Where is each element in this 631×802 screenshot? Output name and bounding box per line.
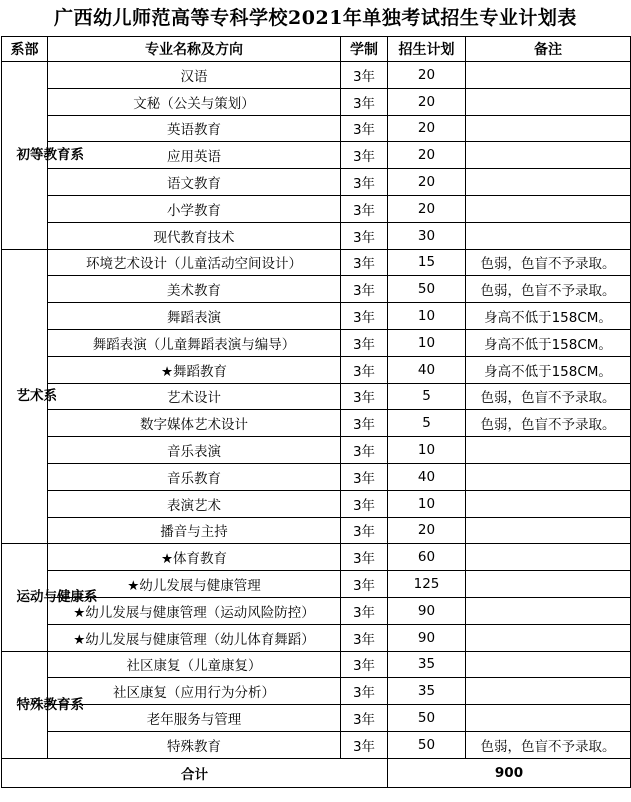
department-cell: [2, 651, 84, 758]
note-cell: [466, 517, 631, 544]
table-row: [2, 437, 631, 464]
table-row: [2, 463, 631, 490]
years-cell: 3年: [341, 276, 388, 303]
note-cell: 色弱，色盲不予录取。: [466, 249, 631, 276]
years-cell: 3年: [341, 624, 388, 651]
total-row: [2, 758, 631, 787]
plan-cell: 10: [388, 490, 466, 517]
plan-cell: 40: [388, 463, 466, 490]
table-row: [2, 249, 631, 276]
note-cell: [466, 222, 631, 249]
major-cell: 老年服务与管理: [48, 705, 341, 732]
note-cell: 色弱，色盲不予录取。: [466, 731, 631, 758]
years-cell: 3年: [341, 303, 388, 330]
major-cell: 艺术设计: [48, 383, 341, 410]
table-row: [2, 383, 631, 410]
note-cell: [466, 624, 631, 651]
note-cell: 色弱，色盲不予录取。: [466, 410, 631, 437]
table-row: [2, 356, 631, 383]
plan-cell: 20: [388, 62, 466, 89]
header-major: 专业名称及方向: [48, 37, 341, 62]
note-cell: 色弱，色盲不予录取。: [466, 383, 631, 410]
major-cell: 表演艺术: [48, 490, 341, 517]
table-row: [2, 329, 631, 356]
department-cell: [2, 249, 57, 544]
header-note: 备注: [466, 37, 631, 62]
note-cell: 身高不低于158CM。: [466, 303, 631, 330]
years-cell: 3年: [341, 195, 388, 222]
years-cell: 3年: [341, 678, 388, 705]
years-cell: 3年: [341, 356, 388, 383]
department-cell: [2, 544, 98, 651]
table-row: [2, 88, 631, 115]
years-cell: 3年: [341, 437, 388, 464]
table-header-row: [2, 37, 631, 62]
plan-cell: 35: [388, 678, 466, 705]
major-cell: 环境艺术设计（儿童活动空间设计）: [48, 249, 341, 276]
table-row: [2, 410, 631, 437]
total-value: 900: [388, 758, 631, 787]
major-cell: 播音与主持: [48, 517, 341, 544]
years-cell: 3年: [341, 142, 388, 169]
plan-cell: 20: [388, 517, 466, 544]
table-row: [2, 651, 631, 678]
plan-cell: 20: [388, 88, 466, 115]
years-cell: 3年: [341, 597, 388, 624]
years-cell: 3年: [341, 517, 388, 544]
note-cell: [466, 88, 631, 115]
table-row: [2, 678, 631, 705]
total-label: 合计: [2, 758, 388, 787]
major-cell: ★幼儿发展与健康管理: [48, 571, 341, 598]
table-row: [2, 115, 631, 142]
table-row: [2, 276, 631, 303]
major-cell: ★舞蹈教育: [48, 356, 341, 383]
major-cell: 现代教育技术: [48, 222, 341, 249]
major-cell: 音乐表演: [48, 437, 341, 464]
table-row: [2, 195, 631, 222]
plan-cell: 125: [388, 571, 466, 598]
note-cell: [466, 62, 631, 89]
years-cell: 3年: [341, 410, 388, 437]
note-cell: 色弱，色盲不予录取。: [466, 276, 631, 303]
plan-cell: 50: [388, 731, 466, 758]
plan-cell: 5: [388, 410, 466, 437]
plan-cell: 5: [388, 383, 466, 410]
table-row: [2, 169, 631, 196]
page-title: 广西幼儿师范高等专科学校2021年单独考试招生专业计划表: [54, 7, 577, 29]
plan-cell: 60: [388, 544, 466, 571]
header-department: 系部: [2, 37, 48, 62]
table-row: [2, 142, 631, 169]
table-row: [2, 624, 631, 651]
table-row: [2, 705, 631, 732]
note-cell: [466, 705, 631, 732]
years-cell: 3年: [341, 544, 388, 571]
major-cell: 英语教育: [48, 115, 341, 142]
note-cell: [466, 115, 631, 142]
note-cell: 身高不低于158CM。: [466, 329, 631, 356]
years-cell: 3年: [341, 222, 388, 249]
major-cell: 汉语: [48, 62, 341, 89]
table-row: [2, 597, 631, 624]
department-name: 初等教育系: [16, 147, 84, 164]
years-cell: 3年: [341, 490, 388, 517]
department-name: 运动与健康系: [16, 589, 98, 606]
note-cell: [466, 195, 631, 222]
major-cell: 小学教育: [48, 195, 341, 222]
plan-cell: 20: [388, 169, 466, 196]
major-cell: 社区康复（儿童康复）: [48, 651, 341, 678]
years-cell: 3年: [341, 115, 388, 142]
plan-cell: 20: [388, 195, 466, 222]
plan-cell: 10: [388, 303, 466, 330]
plan-cell: 10: [388, 329, 466, 356]
plan-cell: 20: [388, 115, 466, 142]
major-cell: 美术教育: [48, 276, 341, 303]
years-cell: 3年: [341, 705, 388, 732]
plan-cell: 50: [388, 705, 466, 732]
note-cell: [466, 169, 631, 196]
years-cell: 3年: [341, 463, 388, 490]
note-cell: [466, 544, 631, 571]
note-cell: [466, 142, 631, 169]
major-cell: ★体育教育: [48, 544, 341, 571]
years-cell: 3年: [341, 62, 388, 89]
note-cell: 身高不低于158CM。: [466, 356, 631, 383]
years-cell: 3年: [341, 383, 388, 410]
table-row: [2, 731, 631, 758]
department-cell: [2, 62, 84, 250]
note-cell: [466, 678, 631, 705]
plan-cell: 35: [388, 651, 466, 678]
table-row: [2, 62, 631, 89]
plan-cell: 30: [388, 222, 466, 249]
years-cell: 3年: [341, 731, 388, 758]
major-cell: 语文教育: [48, 169, 341, 196]
table-row: [2, 222, 631, 249]
years-cell: 3年: [341, 88, 388, 115]
table-body: [2, 62, 631, 759]
plan-cell: 50: [388, 276, 466, 303]
major-cell: 舞蹈表演（儿童舞蹈表演与编导）: [48, 329, 341, 356]
plan-cell: 90: [388, 597, 466, 624]
note-cell: [466, 571, 631, 598]
note-cell: [466, 437, 631, 464]
plan-cell: 15: [388, 249, 466, 276]
note-cell: [466, 490, 631, 517]
years-cell: 3年: [341, 571, 388, 598]
major-cell: 应用英语: [48, 142, 341, 169]
years-cell: 3年: [341, 651, 388, 678]
note-cell: [466, 463, 631, 490]
years-cell: 3年: [341, 249, 388, 276]
header-years: 学制: [341, 37, 388, 62]
plan-cell: 10: [388, 437, 466, 464]
major-cell: ★幼儿发展与健康管理（幼儿体育舞蹈）: [48, 624, 341, 651]
table-row: [2, 544, 631, 571]
department-name: 艺术系: [16, 388, 57, 405]
years-cell: 3年: [341, 169, 388, 196]
major-cell: ★幼儿发展与健康管理（运动风险防控）: [48, 597, 341, 624]
table-row: [2, 517, 631, 544]
major-cell: 特殊教育: [48, 731, 341, 758]
major-cell: 文秘（公关与策划）: [48, 88, 341, 115]
header-plan: 招生计划: [388, 37, 466, 62]
plan-cell: 90: [388, 624, 466, 651]
major-cell: 音乐教育: [48, 463, 341, 490]
table-row: [2, 303, 631, 330]
major-cell: 舞蹈表演: [48, 303, 341, 330]
major-cell: 社区康复（应用行为分析）: [48, 678, 341, 705]
plan-cell: 20: [388, 142, 466, 169]
major-cell: 数字媒体艺术设计: [48, 410, 341, 437]
plan-cell: 40: [388, 356, 466, 383]
years-cell: 3年: [341, 329, 388, 356]
department-name: 特殊教育系: [16, 696, 84, 713]
note-cell: [466, 651, 631, 678]
note-cell: [466, 597, 631, 624]
enrollment-plan-table: [1, 36, 631, 788]
table-row: [2, 490, 631, 517]
